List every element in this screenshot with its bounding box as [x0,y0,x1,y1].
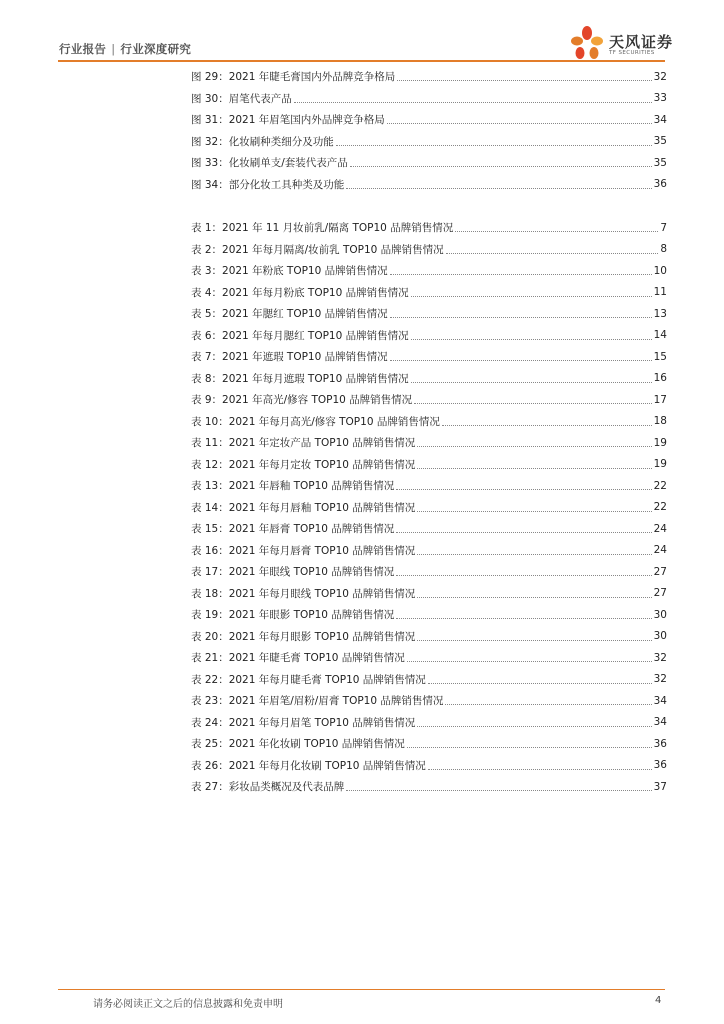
dot-leader [442,425,652,426]
toc-entry-label: 图 29：2021 年睫毛膏国内外品牌竞争格局 [191,71,396,84]
toc-entry-page: 14 [653,329,667,342]
dot-leader [346,188,651,189]
toc-entry-page: 22 [653,479,667,492]
dot-leader [428,769,652,770]
dot-leader [417,640,651,641]
toc-entry[interactable] [191,260,667,282]
toc-entry-label: 表 9：2021 年高光/修容 TOP10 品牌销售情况 [191,394,413,407]
toc-entry[interactable] [191,66,667,88]
toc-entry-page: 35 [653,135,667,148]
toc-entry[interactable] [191,475,667,497]
toc-entry-label: 表 5：2021 年腮红 TOP10 品牌销售情况 [191,308,388,321]
toc-entry-page: 19 [653,458,667,471]
toc-entry[interactable] [191,497,667,519]
table-of-contents [191,66,667,798]
dot-leader [407,747,652,748]
toc-entry-page: 34 [653,113,667,126]
toc-entry-page: 24 [653,522,667,535]
toc-entry[interactable] [191,518,667,540]
dot-leader [390,317,652,318]
toc-entry-label: 表 14：2021 年每月唇釉 TOP10 品牌销售情况 [191,501,416,514]
toc-entry-page: 30 [653,608,667,621]
dot-leader [336,145,652,146]
toc-entry-label: 表 18：2021 年每月眼线 TOP10 品牌销售情况 [191,587,416,600]
toc-entry-page: 27 [653,587,667,600]
toc-entry-page: 16 [653,372,667,385]
toc-entry-page: 11 [653,286,667,299]
toc-entry-page: 32 [653,70,667,83]
dot-leader [346,790,651,791]
toc-entry-page: 32 [653,651,667,664]
toc-entry[interactable] [191,454,667,476]
toc-entry-page: 36 [653,737,667,750]
toc-entry-page: 15 [653,350,667,363]
toc-entry-page: 32 [653,673,667,686]
toc-entry[interactable] [191,282,667,304]
toc-entry-page: 13 [653,307,667,320]
toc-entry[interactable] [191,174,667,196]
toc-entry-label: 表 11：2021 年定妆产品 TOP10 品牌销售情况 [191,437,416,450]
dot-leader [428,683,652,684]
toc-entry-label: 图 30：眉笔代表产品 [191,92,292,105]
toc-entry[interactable] [191,755,667,777]
toc-entry-page: 17 [653,393,667,406]
dot-leader [455,231,658,232]
dot-leader [414,403,651,404]
toc-entry[interactable] [191,217,667,239]
toc-entry-label: 图 32：化妆刷种类细分及功能 [191,135,334,148]
toc-entry-label: 表 21：2021 年睫毛膏 TOP10 品牌销售情况 [191,652,405,665]
toc-entry-page: 34 [653,694,667,707]
toc-entry[interactable] [191,561,667,583]
flower-logo-icon [569,25,605,63]
report-type-label: 行业深度研究 [120,42,192,56]
toc-entry-label: 表 19：2021 年眼影 TOP10 品牌销售情况 [191,609,395,622]
toc-entry[interactable] [191,303,667,325]
header-separator: | [111,42,116,56]
header-divider [58,60,665,62]
dot-leader [350,166,652,167]
section-spacer [191,195,667,217]
toc-entry[interactable] [191,776,667,798]
dot-leader [407,661,652,662]
toc-entry-page: 30 [653,630,667,643]
dot-leader [397,80,651,81]
dot-leader [396,489,651,490]
toc-entry-label: 表 3：2021 年粉底 TOP10 品牌销售情况 [191,265,388,278]
toc-entry[interactable] [191,88,667,110]
toc-entry[interactable] [191,389,667,411]
toc-entry-label: 表 20：2021 年每月眼影 TOP10 品牌销售情况 [191,630,416,643]
toc-entry[interactable] [191,346,667,368]
dot-leader [417,554,651,555]
toc-entry-page: 19 [653,436,667,449]
toc-entry-label: 表 27：彩妆品类概况及代表品牌 [191,781,345,794]
dot-leader [294,102,652,103]
figure-list [191,66,667,195]
toc-entry-label: 表 15：2021 年唇膏 TOP10 品牌销售情况 [191,523,395,536]
toc-entry[interactable] [191,583,667,605]
dot-leader [411,382,652,383]
toc-entry-page: 35 [653,156,667,169]
toc-entry[interactable] [191,152,667,174]
dot-leader [417,468,651,469]
toc-entry-label: 表 25：2021 年化妆刷 TOP10 品牌销售情况 [191,738,405,751]
toc-entry-label: 图 31：2021 年眉笔国内外品牌竞争格局 [191,114,385,127]
dot-leader [417,597,651,598]
dot-leader [411,296,652,297]
toc-entry-page: 36 [653,178,667,191]
toc-entry-page: 37 [653,780,667,793]
toc-entry-label: 表 10：2021 年每月高光/修容 TOP10 品牌销售情况 [191,415,440,428]
dot-leader [390,360,652,361]
toc-entry-page: 33 [653,92,667,105]
toc-entry-label: 表 22：2021 年每月睫毛膏 TOP10 品牌销售情况 [191,673,426,686]
toc-entry-label: 表 24：2021 年每月眉笔 TOP10 品牌销售情况 [191,716,416,729]
toc-entry-label: 图 33：化妆刷单支/套装代表产品 [191,157,348,170]
toc-entry[interactable] [191,325,667,347]
dot-leader [390,274,652,275]
toc-entry[interactable] [191,109,667,131]
toc-entry[interactable] [191,690,667,712]
logo-subtext: TF SECURITIES [609,50,655,56]
toc-entry-label: 表 2：2021 年每月隔离/妆前乳 TOP10 品牌销售情况 [191,243,444,256]
toc-entry-page: 27 [653,565,667,578]
toc-entry-label: 表 4：2021 年每月粉底 TOP10 品牌销售情况 [191,286,409,299]
toc-entry-label: 表 7：2021 年遮瑕 TOP10 品牌销售情况 [191,351,388,364]
dot-leader [417,726,651,727]
dot-leader [387,123,652,124]
toc-entry[interactable] [191,604,667,626]
toc-entry[interactable] [191,647,667,669]
toc-entry-label: 表 23：2021 年眉笔/眉粉/眉膏 TOP10 品牌销售情况 [191,695,444,708]
toc-entry-page: 18 [653,415,667,428]
dot-leader [446,253,659,254]
toc-entry[interactable] [191,411,667,433]
toc-entry-label: 表 17：2021 年眼线 TOP10 品牌销售情况 [191,566,395,579]
toc-entry-label: 图 34：部分化妆工具种类及功能 [191,178,345,191]
dot-leader [411,339,652,340]
toc-entry-label: 表 8：2021 年每月遮瑕 TOP10 品牌销售情况 [191,372,409,385]
toc-entry-label: 表 12：2021 年每月定妆 TOP10 品牌销售情况 [191,458,416,471]
toc-entry-page: 22 [653,501,667,514]
report-category [59,41,191,57]
toc-entry-page: 7 [660,221,667,234]
toc-entry[interactable] [191,712,667,734]
toc-entry-page: 10 [653,264,667,277]
footer-disclaimer: 请务必阅读正文之后的信息披露和免责申明 [93,999,283,1010]
toc-entry[interactable] [191,432,667,454]
toc-entry-label: 表 6：2021 年每月腮红 TOP10 品牌销售情况 [191,329,409,342]
dot-leader [417,446,651,447]
toc-entry-page: 24 [653,544,667,557]
logo-text: 天风证券 [609,33,674,51]
toc-entry[interactable] [191,368,667,390]
toc-entry[interactable] [191,669,667,691]
toc-entry-label: 表 13：2021 年唇釉 TOP10 品牌销售情况 [191,480,395,493]
company-logo [569,25,679,63]
toc-entry-label: 表 1：2021 年 11 月妆前乳/隔离 TOP10 品牌销售情况 [191,222,454,235]
footer-divider [58,989,665,990]
table-list [191,217,667,798]
toc-entry[interactable] [191,626,667,648]
dot-leader [396,618,651,619]
dot-leader [396,532,651,533]
dot-leader [417,511,651,512]
toc-entry[interactable] [191,540,667,562]
page-number: 4 [655,995,662,1006]
toc-entry-page: 34 [653,716,667,729]
toc-entry[interactable] [191,733,667,755]
dot-leader [445,704,651,705]
dot-leader [396,575,651,576]
toc-entry-page: 8 [660,243,667,256]
category-label: 行业报告 [59,42,107,56]
toc-entry-page: 36 [653,759,667,772]
toc-entry-label: 表 16：2021 年每月唇膏 TOP10 品牌销售情况 [191,544,416,557]
toc-entry[interactable] [191,131,667,153]
toc-entry[interactable] [191,239,667,261]
toc-entry-label: 表 26：2021 年每月化妆刷 TOP10 品牌销售情况 [191,759,426,772]
